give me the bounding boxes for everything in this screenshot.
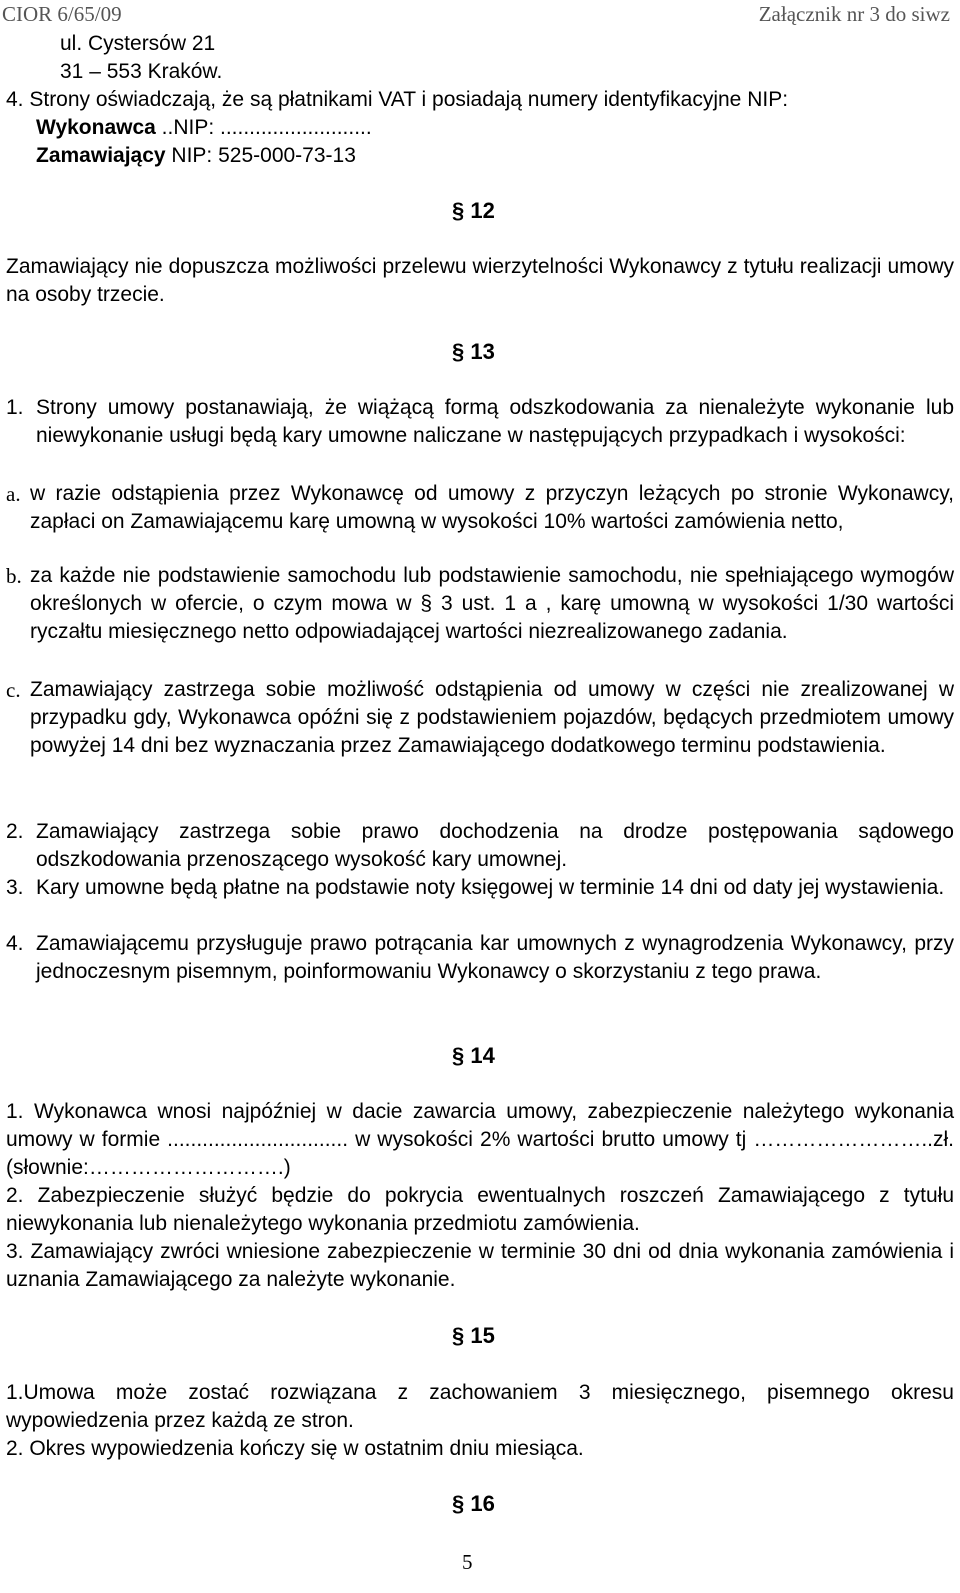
- page-number: 5: [462, 1550, 473, 1574]
- section-14-paragraph-2: 2. Zabezpieczenie służyć będzie do pokrycia ewentualnych roszczeń Zamawiającego z tytułu niewykonania lub nienależytego wykonania przedmiotu zamówienia.: [6, 1184, 954, 1235]
- client-nip-line: [36, 142, 356, 170]
- section-13-item-c: [6, 676, 954, 760]
- vat-statement: 4. Strony oświadczają, że są płatnikami VAT i posiadają numery identyfikacyjne NIP:: [6, 88, 789, 111]
- paragraph-text: Zamawiający zastrzega sobie prawo dochodzenia na drodze postępowania sądowego odszkodowania przenoszącego wysokość kary umownej.: [36, 820, 954, 871]
- section-13-paragraph-3: [6, 874, 954, 902]
- address-city: 31 – 553 Kraków.: [60, 60, 223, 83]
- section-13-paragraph-1: [6, 394, 954, 450]
- contractor-nip-line: [36, 114, 372, 142]
- item-letter: c.: [6, 678, 21, 702]
- section-13-paragraph-4: [6, 930, 954, 986]
- section-14-heading: § 14: [452, 1043, 495, 1068]
- section-13-paragraph-2: [6, 818, 954, 874]
- item-letter: b.: [6, 564, 22, 588]
- address-street: ul. Cystersów 21: [60, 32, 216, 55]
- paragraph-number: 4.: [6, 932, 24, 955]
- contractor-label: Wykonawca: [36, 116, 156, 139]
- paragraph-number: 2.: [6, 820, 24, 843]
- section-12-text: Zamawiający nie dopuszcza możliwości przelewu wierzytelności Wykonawcy z tytułu realizacji umowy na osoby trzecie.: [6, 255, 954, 306]
- paragraph-text: Zamawiającemu przysługuje prawo potrącania kar umownych z wynagrodzenia Wykonawcy, przy jednoczesnym pisemnym, poinformowaniu Wykonawcy o skorzystaniu z tego prawa.: [36, 932, 954, 983]
- paragraph-text: Strony umowy postanawiają, że wiążącą formą odszkodowania za nienależyte wykonanie lub niewykonanie usługi będą kary umowne naliczane w następujących przypadkach i wysokości:: [36, 396, 954, 447]
- paragraph-text: Kary umowne będą płatne na podstawie noty księgowej w terminie 14 dni od daty jej wystawienia.: [36, 876, 945, 899]
- paragraph-number: 1.: [6, 396, 24, 419]
- item-text: w razie odstąpienia przez Wykonawcę od umowy z przyczyn leżących po stronie Wykonawcy, zapłaci on Zamawiającemu karę umowną w wysokości 10% wartości zamówienia netto,: [30, 482, 954, 533]
- section-15-paragraph-1: 1.Umowa może zostać rozwiązana z zachowaniem 3 miesięcznego, pisemnego okresu wypowiedzenia przez każdą ze stron.: [6, 1381, 954, 1432]
- client-label: Zamawiający: [36, 144, 166, 167]
- item-text: za każde nie podstawienie samochodu lub podstawienie samochodu, nie spełniającego wymogów określonych w ofercie, o czym mowa w § 3 ust. 1 a , karę umowną w wysokości 1/30 wartości ryczałtu miesięcznego netto odpowiadającej wartości niezrealizowanego zadania.: [30, 564, 954, 643]
- section-13-heading: § 13: [452, 339, 495, 364]
- header-attachment: Załącznik nr 3 do siwz: [758, 2, 950, 26]
- paragraph-number: 3.: [6, 876, 24, 899]
- section-13-item-a: [6, 480, 954, 536]
- contractor-nip: ..NIP: ..........................: [155, 116, 372, 139]
- section-16-heading: § 16: [452, 1491, 495, 1516]
- header-reference: CIOR 6/65/09: [2, 2, 122, 26]
- section-15-heading: § 15: [452, 1323, 495, 1348]
- item-letter: a.: [6, 482, 21, 506]
- item-text: Zamawiający zastrzega sobie możliwość odstąpienia od umowy w części nie zrealizowanej w przypadku gdy, Wykonawca opóźni się z podstawieniem pojazdów, będących przedmiotem umowy powyżej 14 dni bez wyznaczania przez Zamawiającego dodatkowego terminu podstawienia.: [30, 678, 954, 757]
- section-15-paragraph-2: 2. Okres wypowiedzenia kończy się w ostatnim dniu miesiąca.: [6, 1437, 584, 1460]
- client-nip: NIP: 525-000-73-13: [165, 144, 356, 167]
- section-14-paragraph-1: 1. Wykonawca wnosi najpóźniej w dacie zawarcia umowy, zabezpieczenie należytego wykonania umowy w formie ............................... w wysokości 2% wartości brutto umowy tj ……………………..zł. (słownie:……………………….): [6, 1100, 954, 1179]
- section-14-paragraph-3: 3. Zamawiający zwróci wniesione zabezpieczenie w terminie 30 dni od dnia wykonania zamówienia i uznania Zamawiającego za należyte wykonanie.: [6, 1240, 954, 1291]
- section-12-heading: § 12: [452, 198, 495, 223]
- section-13-item-b: [6, 562, 954, 646]
